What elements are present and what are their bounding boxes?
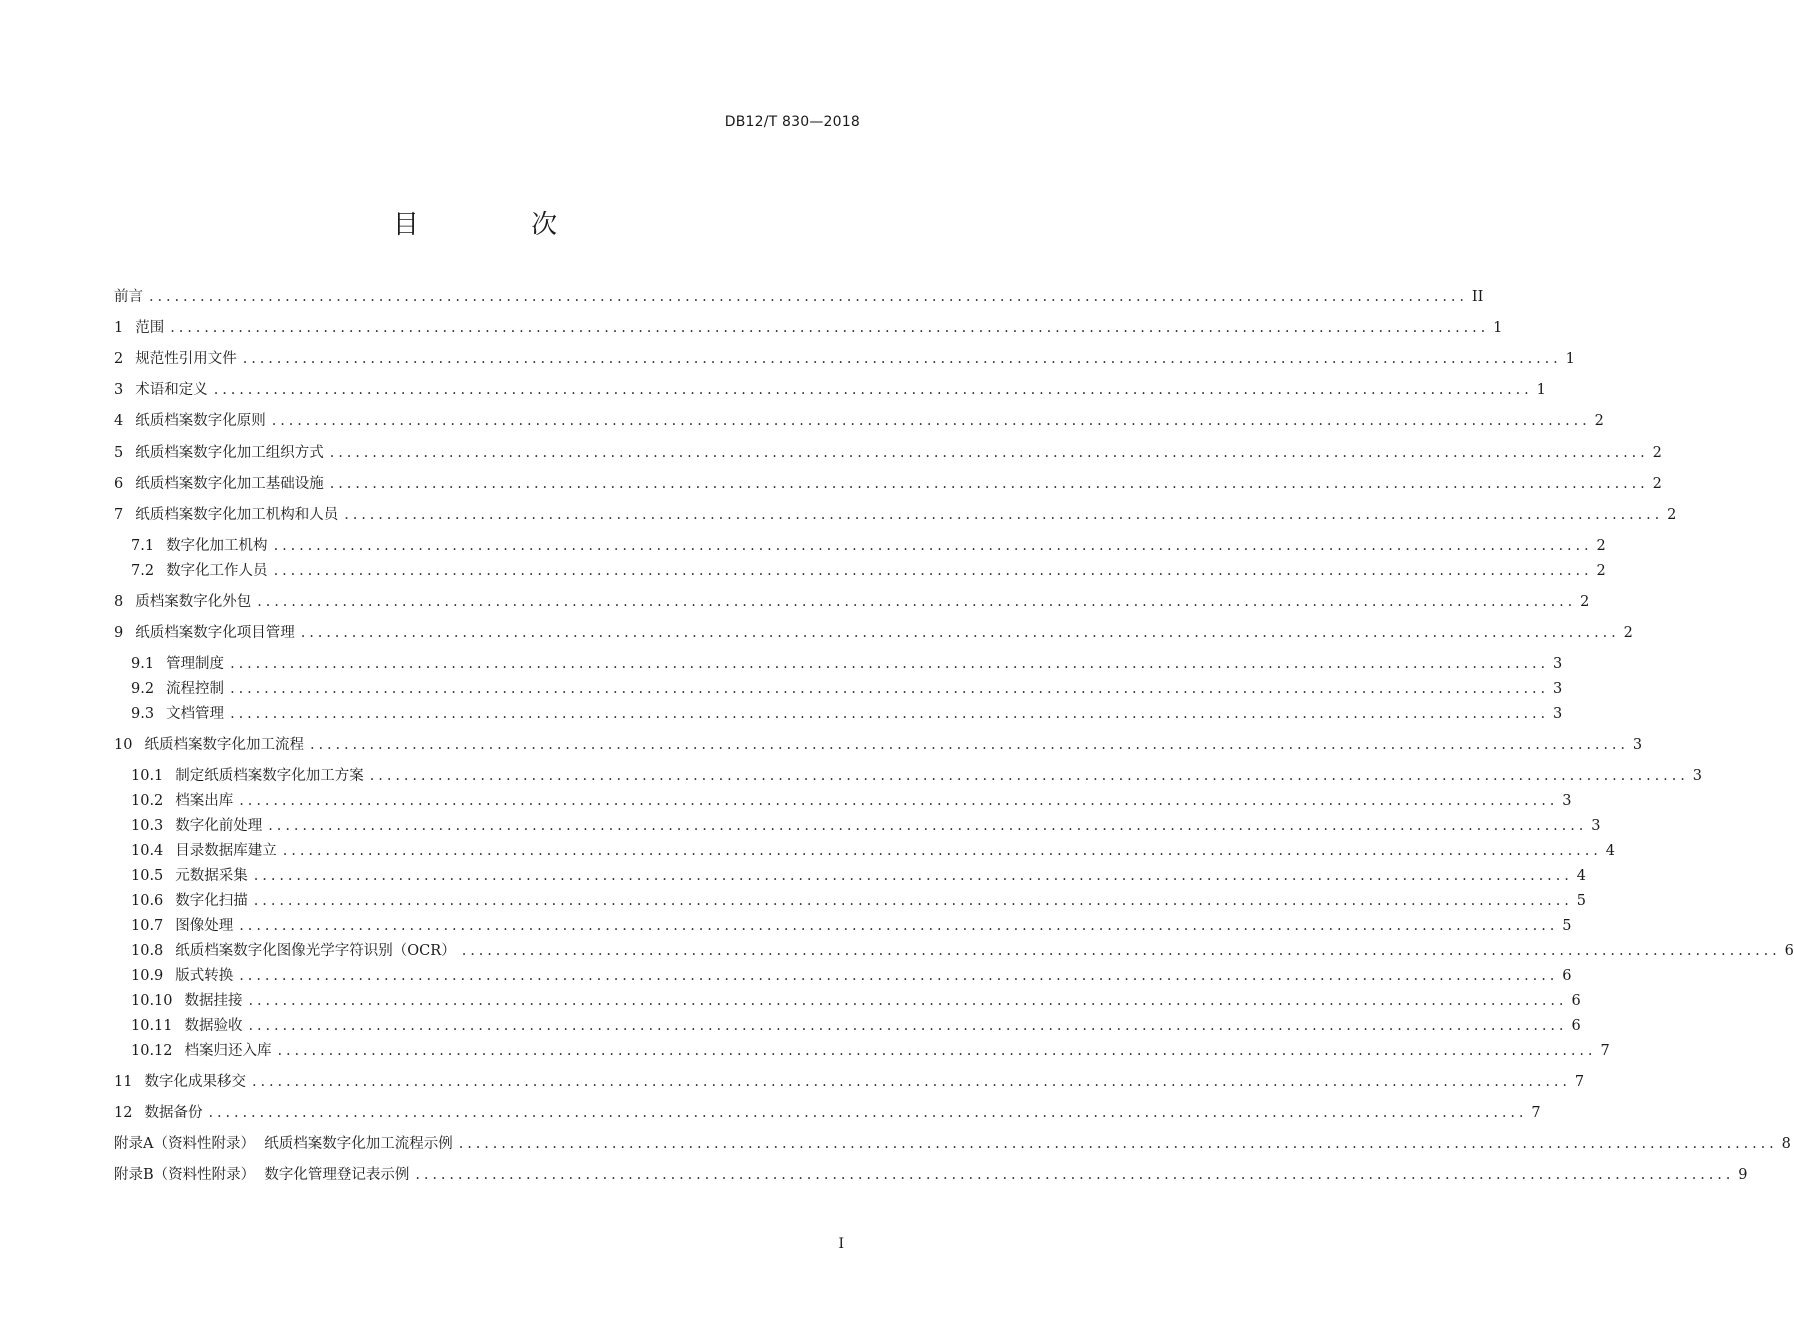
toc-entry-page: II	[1471, 289, 1484, 305]
toc-entry-label: 纸质档案数字化图像光学字符识别（OCR）	[175, 943, 456, 959]
toc-entry[interactable]	[114, 379, 1546, 401]
toc-entry-page: 1	[1536, 382, 1546, 398]
dot-leader: ...........................................................................................................................................................	[282, 843, 1602, 859]
toc-entry-label: 数字化成果移交	[144, 1074, 246, 1090]
toc-entry-number: 10.12	[131, 1043, 173, 1059]
toc-entry-page: 3	[1552, 656, 1563, 672]
dot-leader: ...........................................................................................................................................................	[273, 538, 1593, 554]
toc-entry-page: 4	[1605, 843, 1615, 859]
toc-entry-label: 术语和定义	[135, 382, 208, 398]
toc-entry-label: 数字化扫描	[175, 893, 248, 909]
toc-entry-number: 11	[114, 1074, 133, 1090]
toc-entry-label: 版式转换	[175, 968, 234, 984]
toc-entry-page: 6	[1571, 993, 1581, 1009]
toc-entry-label: 纸质档案数字化加工组织方式	[135, 445, 324, 461]
dot-leader: ...........................................................................................................................................................	[329, 445, 1649, 461]
toc-entry-number: 7.1	[131, 538, 155, 554]
toc-entry-number: 3	[114, 382, 124, 398]
toc-entry-number: 9.1	[131, 656, 155, 672]
toc-entry-label: 纸质档案数字化加工流程	[144, 737, 304, 753]
toc-subentry[interactable]	[131, 535, 1606, 557]
toc-entry-label: 前言	[114, 289, 143, 305]
toc-entry-number: 5	[114, 445, 124, 461]
dot-leader: ...........................................................................................................................................................	[230, 706, 1549, 722]
toc-subentry[interactable]	[131, 560, 1606, 582]
toc-subentry[interactable]	[131, 865, 1586, 887]
dot-leader: ...........................................................................................................................................................	[239, 918, 1559, 934]
toc-entry-label: 数字化前处理	[175, 818, 263, 834]
toc-entry-page: 6	[1571, 1018, 1581, 1034]
toc-subentry[interactable]	[131, 1015, 1581, 1037]
toc-subentry[interactable]	[131, 815, 1601, 837]
toc-entry-number: 10.9	[131, 968, 164, 984]
toc-entry-number: 10.2	[131, 793, 164, 809]
toc-entry-appendix-b[interactable]	[114, 1164, 1748, 1186]
toc-entry-number: 2	[114, 351, 124, 367]
toc-entry-label: 图像处理	[175, 918, 234, 934]
toc-entry-page: 5	[1562, 918, 1572, 934]
dot-leader: ...........................................................................................................................................................	[461, 943, 1781, 959]
dot-leader: ...........................................................................................................................................................	[248, 1018, 1568, 1034]
toc-entry-number: 10	[114, 737, 133, 753]
dot-leader: ...........................................................................................................................................................	[369, 768, 1689, 784]
dot-leader: ...........................................................................................................................................................	[271, 413, 1591, 429]
dot-leader: ...........................................................................................................................................................	[149, 289, 1468, 305]
dot-leader: ...........................................................................................................................................................	[415, 1167, 1735, 1183]
toc-entry-page: 2	[1652, 476, 1662, 492]
toc-entry-label: 纸质档案数字化加工机构和人员	[135, 507, 339, 523]
dot-leader: ...........................................................................................................................................................	[248, 993, 1568, 1009]
dot-leader: ...........................................................................................................................................................	[230, 656, 1549, 672]
toc-entry-page: 8	[1781, 1136, 1791, 1152]
toc-entry-label: 范围	[135, 320, 165, 336]
toc-subentry[interactable]	[131, 765, 1702, 787]
toc-entry[interactable]	[114, 591, 1590, 613]
toc-entry-page: 2	[1667, 507, 1677, 523]
toc-entry-page: 3	[1552, 681, 1563, 697]
toc-entry[interactable]	[114, 317, 1503, 339]
dot-leader: ...........................................................................................................................................................	[253, 893, 1573, 909]
toc-subentry[interactable]	[131, 990, 1581, 1012]
toc-entry-page: 7	[1531, 1105, 1541, 1121]
dot-leader: ...........................................................................................................................................................	[458, 1136, 1778, 1152]
dot-leader: ...........................................................................................................................................................	[309, 737, 1629, 753]
toc-entry-page: 7	[1574, 1074, 1585, 1090]
dot-leader: ...........................................................................................................................................................	[213, 382, 1533, 398]
toc-entry-page: 1	[1565, 351, 1575, 367]
toc-entry-number: 10.5	[131, 868, 164, 884]
dot-leader: ...........................................................................................................................................................	[344, 507, 1664, 523]
toc-entry-number: 6	[114, 476, 124, 492]
toc-entry-label: 档案归还入库	[184, 1043, 272, 1059]
toc-entry-number: 10.7	[131, 918, 164, 934]
toc-entry-number: 10.6	[131, 893, 164, 909]
dot-leader: ...........................................................................................................................................................	[208, 1105, 1528, 1121]
toc-entry-page: 3	[1562, 793, 1572, 809]
toc-entry-page: 3	[1632, 737, 1643, 753]
toc-entry[interactable]	[114, 622, 1633, 644]
toc-subentry[interactable]	[131, 703, 1563, 725]
toc-subentry[interactable]	[131, 940, 1794, 962]
toc-entry-page: 3	[1591, 818, 1601, 834]
toc-entry-number: 7.2	[131, 563, 155, 579]
toc-entry-page: 6	[1784, 943, 1794, 959]
toc-title: 目 次	[392, 210, 610, 240]
toc-entry-page: 2	[1594, 413, 1604, 429]
dot-leader: ...........................................................................................................................................................	[230, 681, 1549, 697]
toc-subentry[interactable]	[131, 678, 1563, 700]
toc-entry-page: 1	[1493, 320, 1503, 336]
toc-entry-number: 4	[114, 413, 124, 429]
dot-leader: ...........................................................................................................................................................	[170, 320, 1490, 336]
page-number: I	[838, 1236, 844, 1252]
toc-entry-page: 2	[1596, 563, 1606, 579]
toc-entry[interactable]	[114, 473, 1662, 495]
toc-entry-label: 文档管理	[166, 706, 225, 722]
toc-entry[interactable]	[114, 1071, 1585, 1093]
toc-entry-number: 7	[114, 507, 124, 523]
toc-entry-page: 3	[1552, 706, 1563, 722]
toc-entry-label: 流程控制	[166, 681, 225, 697]
toc-entry-label: 数据验收	[184, 1018, 243, 1034]
toc-entry-number: 10.11	[131, 1018, 173, 1034]
toc-entry-label: 目录数据库建立	[175, 843, 277, 859]
toc-subentry[interactable]	[131, 1040, 1610, 1062]
toc-entry-label: 档案出库	[175, 793, 234, 809]
toc-entry-foreword[interactable]	[114, 286, 1484, 308]
toc-entry-number: 10.1	[131, 768, 164, 784]
toc-entry-label: 数字化工作人员	[166, 563, 268, 579]
toc-entry-label: 纸质档案数字化加工基础设施	[135, 476, 324, 492]
toc-entry-number: 1	[114, 320, 124, 336]
toc-entry-number: 9.2	[131, 681, 155, 697]
toc-entry-label: 数字化加工机构	[166, 538, 268, 554]
toc-entry-page: 7	[1600, 1043, 1610, 1059]
toc-entry-page: 6	[1562, 968, 1572, 984]
toc-entry-label: 制定纸质档案数字化加工方案	[175, 768, 364, 784]
toc-entry-number: 10.4	[131, 843, 164, 859]
toc-entry-number: 10.3	[131, 818, 164, 834]
toc-entry-number: 9	[114, 625, 124, 641]
toc-entry-label: 管理制度	[166, 656, 225, 672]
toc-entry-label: 纸质档案数字化原则	[135, 413, 266, 429]
toc-subentry[interactable]	[131, 790, 1572, 812]
toc-subentry[interactable]	[131, 890, 1586, 912]
toc-entry-page: 2	[1623, 625, 1633, 641]
toc-entry[interactable]	[114, 348, 1575, 370]
toc-entry-number: 10.10	[131, 993, 173, 1009]
dot-leader: ...........................................................................................................................................................	[242, 351, 1562, 367]
toc-entry-page: 3	[1692, 768, 1702, 784]
toc-entry-page: 9	[1738, 1167, 1748, 1183]
toc-entry-label: 数据备份	[144, 1105, 203, 1121]
toc-entry-label: 质档案数字化外包	[135, 594, 252, 610]
toc-entry-number: 12	[114, 1105, 133, 1121]
toc-entry-label: 元数据采集	[175, 868, 248, 884]
toc-entry-number: 8	[114, 594, 124, 610]
toc-entry[interactable]	[114, 442, 1662, 464]
toc-entry-label: 附录A（资料性附录） 纸质档案数字化加工流程示例	[114, 1136, 453, 1152]
toc-entry-label: 数据挂接	[184, 993, 243, 1009]
toc-entry-label: 规范性引用文件	[135, 351, 237, 367]
toc-entry[interactable]	[114, 1102, 1541, 1124]
dot-leader: ...........................................................................................................................................................	[253, 868, 1573, 884]
toc-entry-page: 4	[1576, 868, 1586, 884]
dot-leader: ...........................................................................................................................................................	[277, 1043, 1597, 1059]
dot-leader: ...........................................................................................................................................................	[239, 968, 1559, 984]
toc-entry-label: 纸质档案数字化项目管理	[135, 625, 295, 641]
toc-entry[interactable]	[114, 504, 1677, 526]
toc-entry-page: 2	[1652, 445, 1662, 461]
dot-leader: ...........................................................................................................................................................	[257, 594, 1577, 610]
document-code: DB12/T 830—2018	[724, 114, 860, 130]
toc-entry-number: 9.3	[131, 706, 155, 722]
toc-entry-label: 附录B（资料性附录） 数字化管理登记表示例	[114, 1167, 410, 1183]
toc-entry-page: 2	[1580, 594, 1590, 610]
toc-subentry[interactable]	[131, 653, 1563, 675]
toc-entry[interactable]	[114, 410, 1604, 432]
toc-entry-page: 5	[1576, 893, 1586, 909]
dot-leader: ...........................................................................................................................................................	[300, 625, 1620, 641]
dot-leader: ...........................................................................................................................................................	[329, 476, 1649, 492]
toc-entry-number: 10.8	[131, 943, 164, 959]
toc-entry-page: 2	[1596, 538, 1606, 554]
dot-leader: ...........................................................................................................................................................	[251, 1074, 1571, 1090]
toc-subentry[interactable]	[131, 840, 1615, 862]
dot-leader: ...........................................................................................................................................................	[273, 563, 1593, 579]
toc-subentry[interactable]	[131, 965, 1572, 987]
dot-leader: ...........................................................................................................................................................	[268, 818, 1588, 834]
toc-subentry[interactable]	[131, 915, 1572, 937]
toc-entry-appendix-a[interactable]	[114, 1133, 1791, 1155]
toc-entry[interactable]	[114, 734, 1643, 756]
dot-leader: ...........................................................................................................................................................	[239, 793, 1559, 809]
